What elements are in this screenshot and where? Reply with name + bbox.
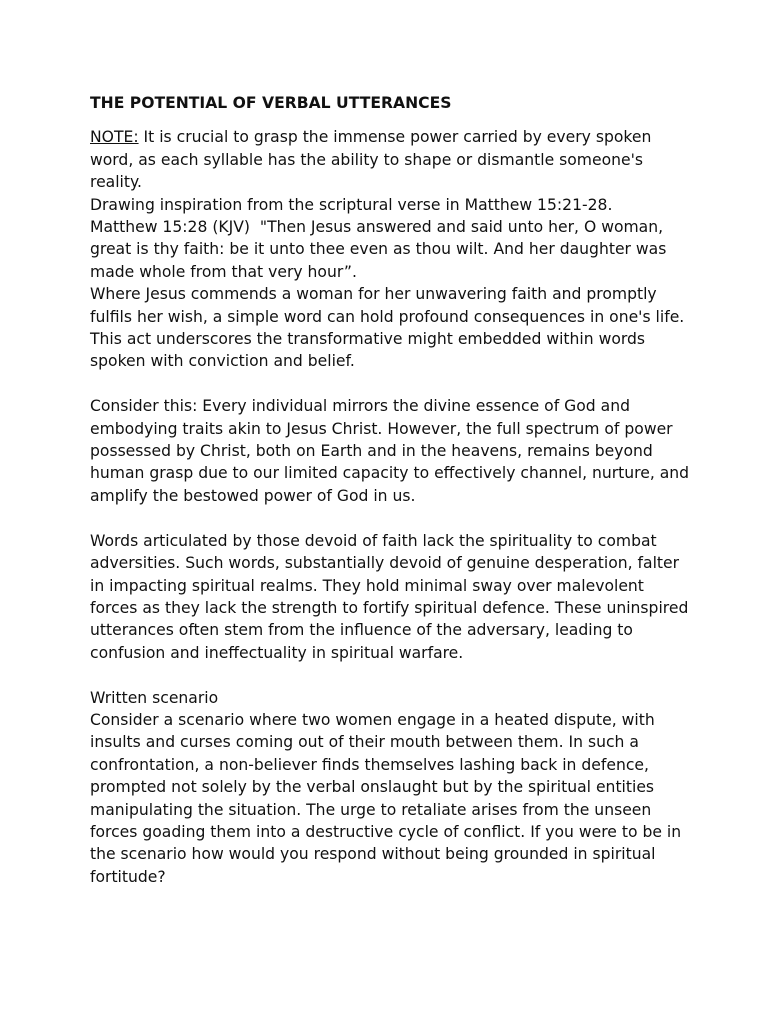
note-paragraph [90, 126, 690, 193]
scripture-intro: Drawing inspiration from the scriptural verse in Matthew 15:21-28. [90, 195, 613, 214]
scripture-quote: Matthew 15:28 (KJV) "Then Jesus answered and said unto her, O woman, great is thy faith: be it unto thee even as thou wilt. And her daughter was made whole from that very hour”. [90, 218, 672, 281]
words-paragraph: Words articulated by those devoid of faith lack the spirituality to combat adversities. Such words, substantially devoid of genuine desperation, falter in impacting spiritual realms. They hold minimal sway over malevolent forces as they lack the strength to fortify spiritual defence. These uninspired utterances often stem from the influence of the adversary, leading to confusion and ineffectuality in spiritual warfare. [90, 531, 694, 662]
commentary-paragraph: Where Jesus commends a woman for her unwavering faith and promptly fulfils her wish, a simple word can hold profound consequences in one's life. This act underscores the transformative might embedded within words spoken with conviction and belief. [90, 285, 690, 371]
note-text: It is crucial to grasp the immense power carried by every spoken word, as each syllable has the ability to shape or dismantle someone's reality. [90, 128, 657, 192]
paragraph-spacer [90, 373, 690, 395]
note-label: NOTE: [90, 128, 139, 147]
consider-paragraph: Consider this: Every individual mirrors the divine essence of God and embodying traits akin to Jesus Christ. However, the full spectrum of power possessed by Christ, both on Earth and in the heavens, remains beyond human grasp due to our limited capacity to effectively channel, nurture, and amplify the bestowed power of God in us. [90, 397, 695, 505]
paragraph-spacer [90, 507, 690, 529]
paragraph-spacer [90, 664, 690, 686]
document-title: THE POTENTIAL OF VERBAL UTTERANCES [90, 94, 452, 112]
scenario-paragraph: Consider a scenario where two women engage in a heated dispute, with insults and curses coming out of their mouth between them. In such a confrontation, a non-believer finds themselves lashing back in defence, prompted not solely by the verbal onslaught but by the spiritual entities manipulating the situation. The urge to retaliate arises from the unseen forces goading them into a destructive cycle of conflict. If you were to be in the scenario how would you respond without being grounded in spiritual fortitude? [90, 710, 687, 886]
scenario-heading: Written scenario [90, 688, 219, 707]
document-page [90, 92, 695, 888]
